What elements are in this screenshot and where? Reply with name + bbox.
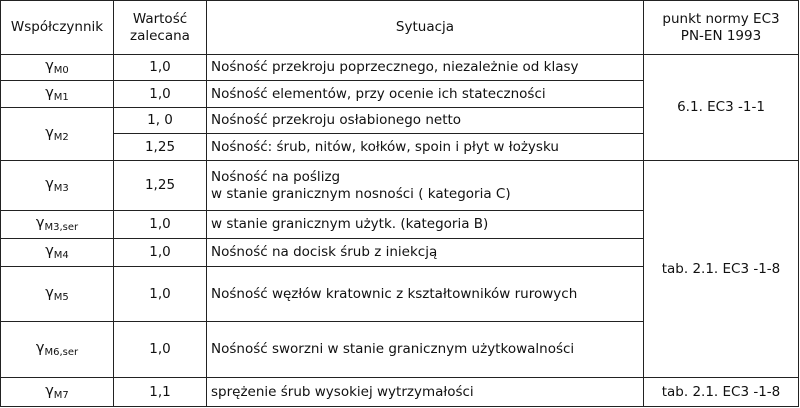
recommended-value: 1,25	[114, 134, 207, 161]
recommended-value: 1,25	[114, 161, 207, 211]
recommended-value: 1,0	[114, 211, 207, 239]
situation-text: Nośność sworzni w stanie granicznym użytkowalności	[207, 322, 644, 378]
coefficient-symbol: $\gamma_{M6,ser}$	[1, 322, 114, 378]
coefficient-symbol: $\gamma_{M5}$	[1, 267, 114, 322]
table-row	[1, 378, 799, 407]
header-situation: Sytuacja	[207, 1, 644, 55]
coefficient-symbol: $\gamma_{M4}$	[1, 239, 114, 267]
coefficient-symbol: $\gamma_{M3}$	[1, 161, 114, 211]
coefficient-symbol: $\gamma_{M2}$	[1, 108, 114, 161]
recommended-value: 1,1	[114, 378, 207, 407]
norm-reference: tab. 2.1. EC3 -1-8	[644, 378, 799, 407]
coefficient-symbol: $\gamma_{M7}$	[1, 378, 114, 407]
table-row	[1, 55, 799, 81]
coefficient-symbol: $\gamma_{M3,ser}$	[1, 211, 114, 239]
recommended-value: 1,0	[114, 322, 207, 378]
header-row	[1, 1, 799, 55]
situation-text: Nośność przekroju poprzecznego, niezależnie od klasy	[207, 55, 644, 81]
situation-text: Nośność na docisk śrub z iniekcją	[207, 239, 644, 267]
norm-reference: tab. 2.1. EC3 -1-8	[644, 161, 799, 378]
recommended-value: 1,0	[114, 55, 207, 81]
header-norm-clause: punkt normy EC3 PN-EN 1993	[644, 1, 799, 55]
table-row	[1, 161, 799, 211]
situation-text: w stanie granicznym użytk. (kategoria B)	[207, 211, 644, 239]
recommended-value: 1,0	[114, 267, 207, 322]
norm-reference: 6.1. EC3 -1-1	[644, 55, 799, 161]
situation-text: Nośność na poślizg w stanie granicznym nosności ( kategoria C)	[207, 161, 644, 211]
header-coefficient: Współczynnik	[1, 1, 114, 55]
situation-text: Nośność: śrub, nitów, kołków, spoin i płyt w łożysku	[207, 134, 644, 161]
situation-text: Nośność elementów, przy ocenie ich stateczności	[207, 81, 644, 108]
recommended-value: 1, 0	[114, 108, 207, 134]
situation-text: Nośność węzłów kratownic z kształtowników rurowych	[207, 267, 644, 322]
recommended-value: 1,0	[114, 81, 207, 108]
situation-text: sprężenie śrub wysokiej wytrzymałości	[207, 378, 644, 407]
header-recommended-value: Wartość zalecana	[114, 1, 207, 55]
recommended-value: 1,0	[114, 239, 207, 267]
coefficient-symbol: $\gamma_{M0}$	[1, 55, 114, 81]
coefficient-symbol: $\gamma_{M1}$	[1, 81, 114, 108]
situation-text: Nośność przekroju osłabionego netto	[207, 108, 644, 134]
